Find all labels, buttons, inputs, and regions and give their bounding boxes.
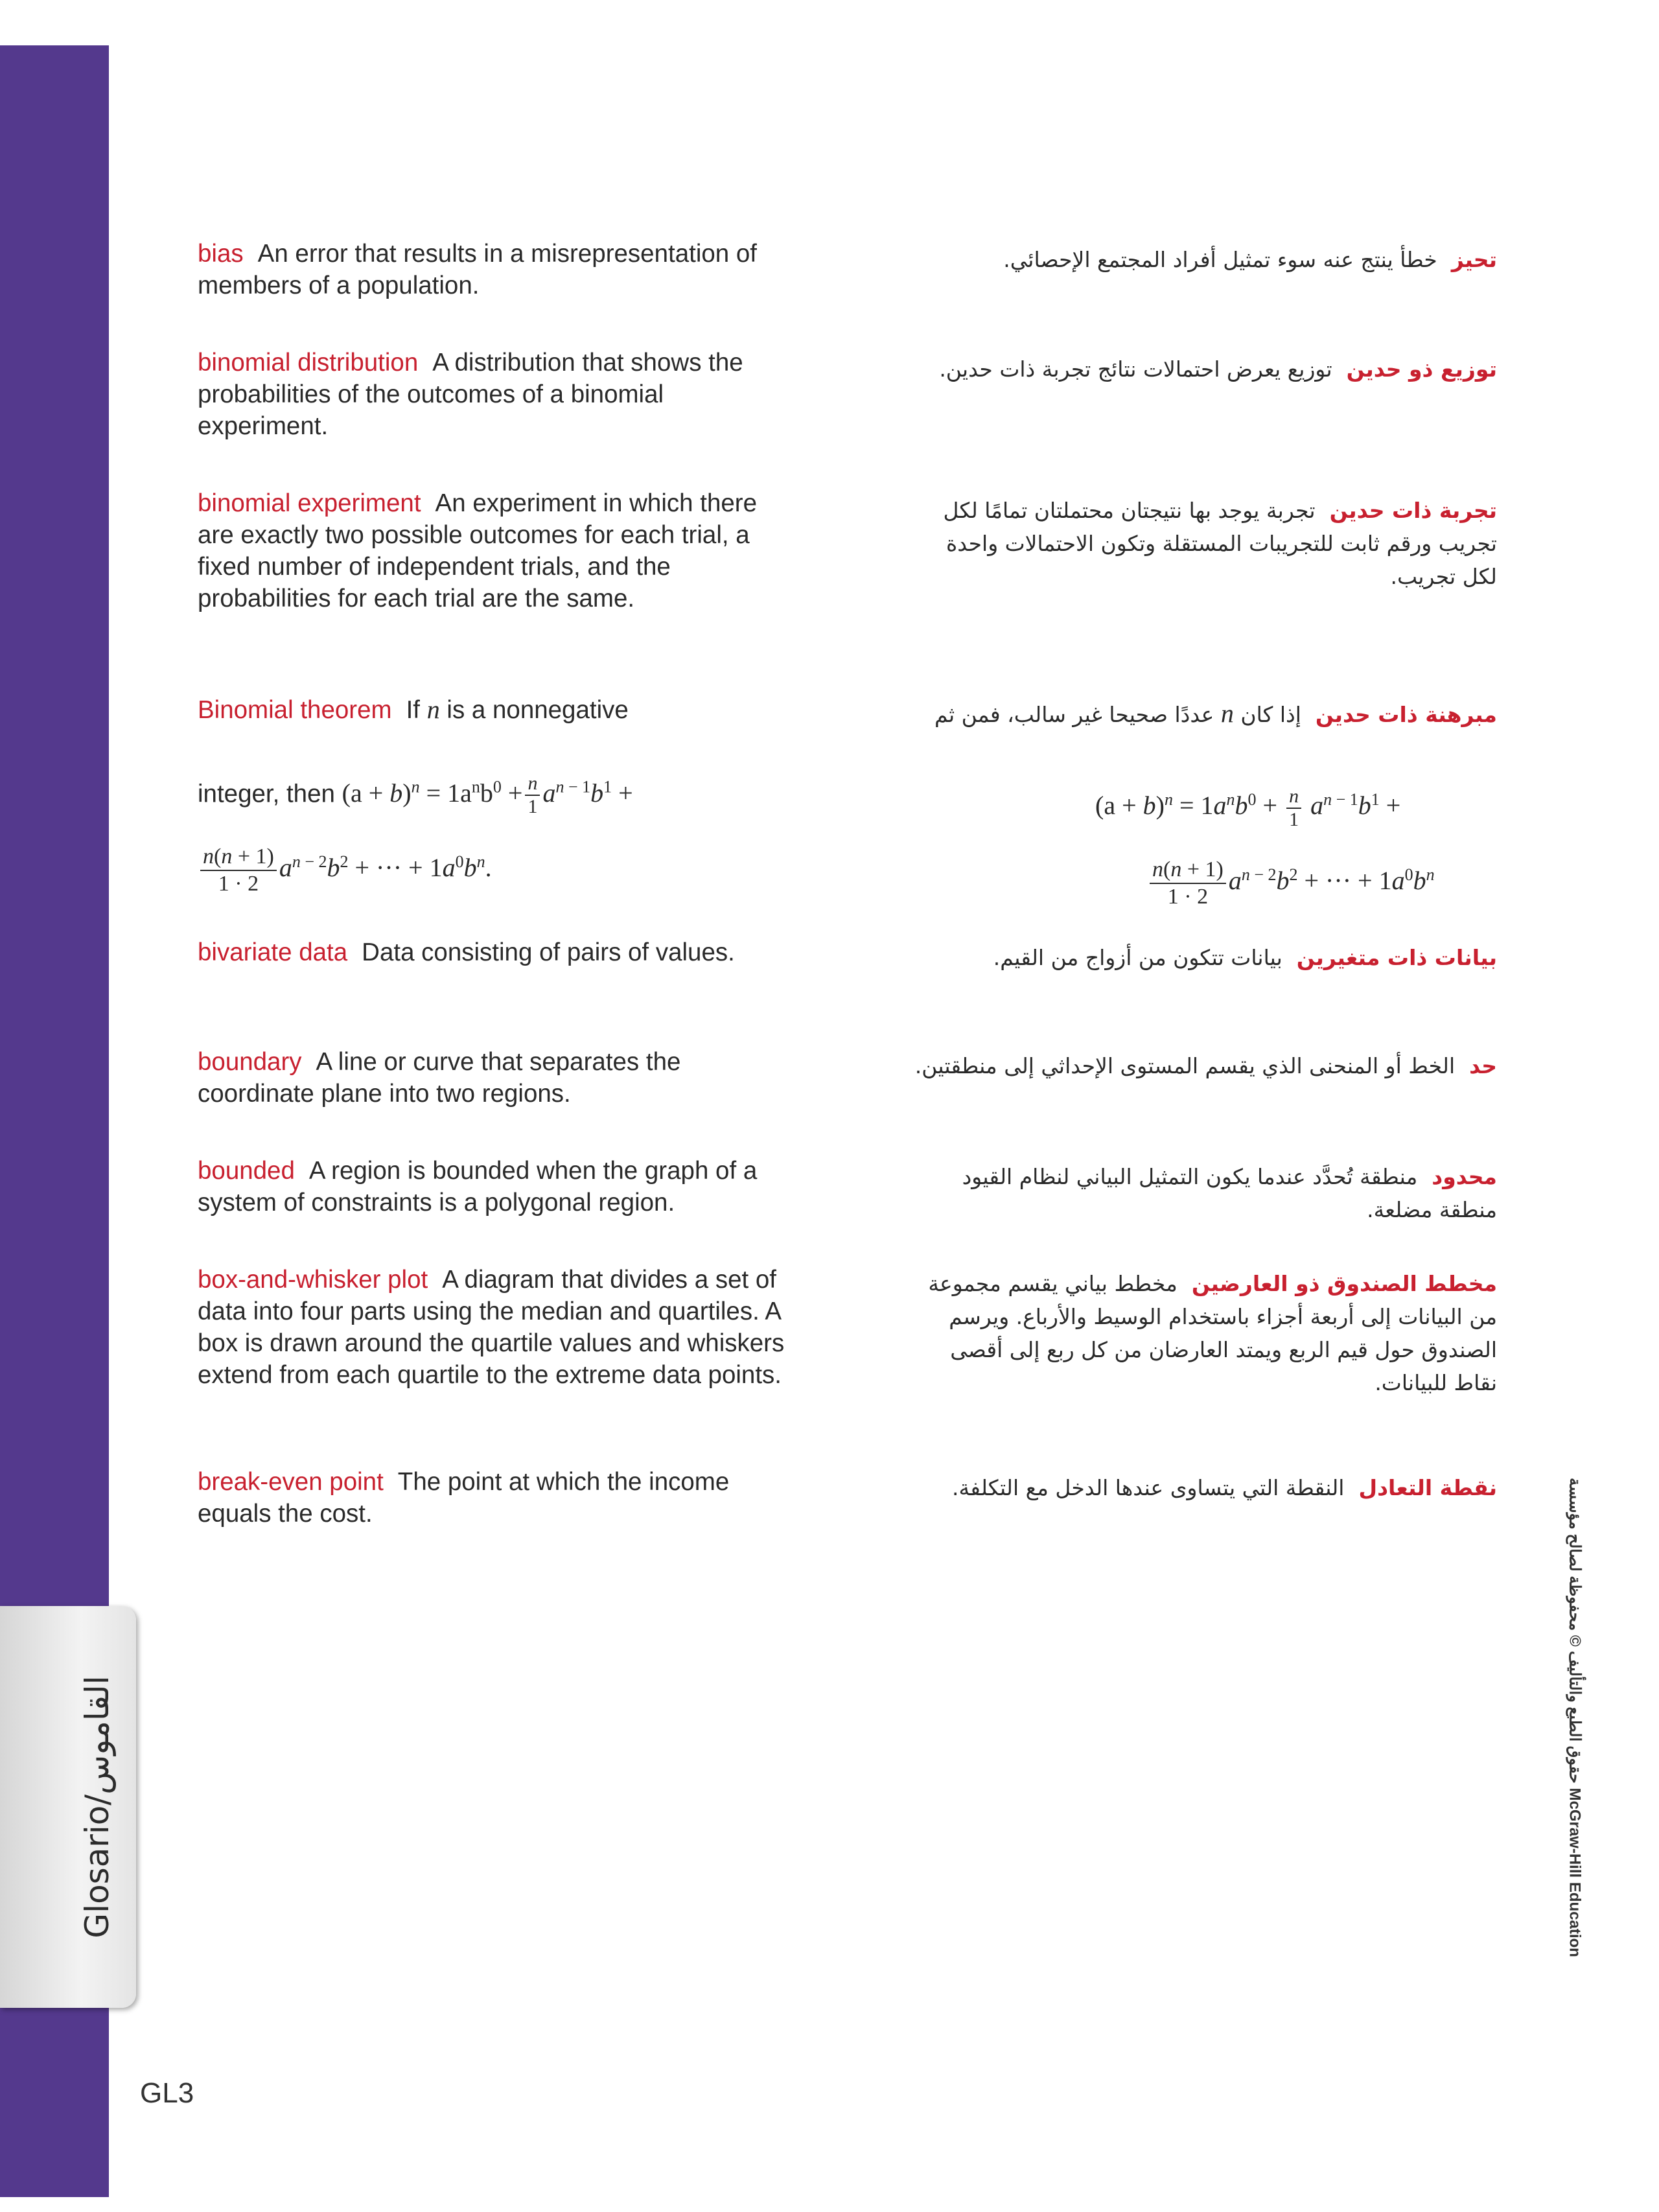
term-label: boundary <box>198 1048 302 1076</box>
entry-binomial-theorem-en <box>198 693 794 726</box>
entry-boundary-ar <box>911 1049 1497 1082</box>
term-label-ar: مخطط الصندوق ذو العارضين <box>1191 1271 1497 1296</box>
term-label: box-and-whisker plot <box>198 1266 428 1294</box>
definition-text-ar: خطأ ينتج عنه سوء تمثيل أفراد المجتمع الإحصائي. <box>1003 247 1437 272</box>
theorem-formula-line1-en: integer, then $(a + b)^n = 1a^nb^0$ + $\frac{n}{1}$ $a^{n - 1}b^1$ + <box>198 773 633 818</box>
term-label-ar: تجربة ذات حدين <box>1329 498 1497 523</box>
page-number: GL3 <box>140 2077 194 2109</box>
definition-text-ar: توزيع يعرض احتمالات نتائج تجربة ذات حدين. <box>939 356 1332 382</box>
variable-n: n <box>426 695 440 724</box>
term-label: Binomial theorem <box>198 696 392 724</box>
theorem-formula-line2-en: $\frac{n(n + 1)}{1 \cdot 2}$ $a^{n - 2}b^2$ + ··· + $1a^0b^n$. <box>198 844 492 897</box>
top-margin <box>0 0 1659 45</box>
entry-bivariate-data-en <box>198 937 794 968</box>
definition-text-cont: is a nonnegative <box>447 696 629 724</box>
entry-bias-ar <box>911 243 1497 276</box>
term-label-ar: محدود <box>1432 1164 1497 1189</box>
theorem-formula-line2-ar: $\frac{n(n + 1)}{1 \cdot 2}$ $a^{n - 2}b^2$ + ··· + $1a^0b^n$ <box>1147 857 1435 910</box>
term-label: bivariate data <box>198 938 348 966</box>
variable-n-ar: n <box>1220 699 1234 728</box>
entry-bias-en <box>198 238 794 301</box>
term-label: bias <box>198 240 244 268</box>
definition-text-ar-cont: عددًا صحيحا غير سالب، فمن ثم <box>934 702 1214 727</box>
copyright-notice: حقوق الطبع والتأليف © محفوظة لصالح مؤسسة McGraw-Hill Education <box>1566 1478 1584 1957</box>
entry-break-even-en <box>198 1466 794 1530</box>
definition-text-ar: الخط أو المنحنى الذي يقسم المستوى الإحداثي إلى منطقتين. <box>914 1053 1456 1078</box>
term-label: binomial distribution <box>198 349 419 377</box>
definition-text: If <box>406 696 420 724</box>
term-label: binomial experiment <box>198 489 421 517</box>
definition-text-ar: إذا كان <box>1240 702 1301 727</box>
definition-text: A line or curve that separates the coordinate plane into two regions. <box>198 1048 681 1108</box>
definition-text-ar: النقطة التي يتساوى عندها الدخل مع التكلفة. <box>951 1475 1345 1500</box>
definition-text: A diagram that divides a set of data into four parts using the median and quartiles. A box is drawn around the quartile values and whiskers extend from each quartile to the extreme data points. <box>198 1266 785 1389</box>
entry-binomial-experiment-ar <box>911 494 1497 593</box>
definition-text: Data consisting of pairs of values. <box>362 938 735 966</box>
entry-binomial-distribution-en <box>198 347 794 442</box>
term-label-ar: توزيع ذو حدين <box>1346 356 1497 382</box>
definition-text: integer, then <box>198 780 335 808</box>
entry-box-and-whisker-en <box>198 1264 794 1391</box>
term-label: break-even point <box>198 1468 384 1496</box>
definition-text-ar: بيانات تتكون من أزواج من القيم. <box>993 945 1282 970</box>
glossary-tab-label: Glosario/القاموس <box>78 1675 116 1938</box>
entry-bounded-ar <box>911 1160 1497 1226</box>
definition-text-ar: تجربة يوجد بها نتيجتان محتملتان تمامًا لكل تجريب ورقم ثابت للتجريبات المستقلة وتكون الاحتمالات واحدة لكل تجريب. <box>943 498 1497 589</box>
term-label-ar: بيانات ذات متغيرين <box>1296 945 1497 970</box>
term-label: bounded <box>198 1157 295 1185</box>
entry-boundary-en <box>198 1046 794 1110</box>
entry-bivariate-data-ar <box>911 941 1497 974</box>
definition-text: A distribution that shows the probabilities of the outcomes of a binomial experiment. <box>198 349 743 440</box>
term-label-ar: نقطة التعادل <box>1358 1475 1497 1500</box>
definition-text-ar: مخطط بياني يقسم مجموعة من البيانات إلى أربعة أجزاء باستخدام الوسيط والأرباع. ويرسم الصندوق حول قيم الربع ويمتد العارضان من كل ربع إلى أقصى نقاط للبيانات. <box>928 1271 1497 1395</box>
definition-text: An error that results in a misrepresentation of members of a population. <box>198 240 757 299</box>
theorem-formula-line1-ar: $(a + b)^n = 1a^nb^0$ + $\frac{n}{1}$ $a^{n - 1}b^1$ + <box>1095 786 1401 830</box>
term-label-ar: حد <box>1469 1053 1497 1078</box>
definition-text: An experiment in which there are exactly two possible outcomes for each trial, a fixed number of independent trials, and the probabilities for each trial are the same. <box>198 489 758 612</box>
entry-box-and-whisker-ar <box>911 1267 1497 1399</box>
term-label-ar: تحيز <box>1451 247 1497 272</box>
definition-text: The point at which the income equals the cost. <box>198 1468 730 1528</box>
term-label-ar: مبرهنة ذات حدين <box>1315 702 1497 727</box>
entry-break-even-ar <box>911 1471 1497 1504</box>
definition-text-ar: منطقة تُحدَّد عندما يكون التمثيل البياني لنظام القيود منطقة مضلعة. <box>962 1164 1497 1222</box>
entry-binomial-theorem-ar <box>911 697 1497 731</box>
entry-bounded-en <box>198 1155 794 1218</box>
entry-binomial-experiment-en <box>198 487 794 614</box>
entry-binomial-distribution-ar <box>911 353 1497 386</box>
definition-text: A region is bounded when the graph of a system of constraints is a polygonal region. <box>198 1157 758 1217</box>
